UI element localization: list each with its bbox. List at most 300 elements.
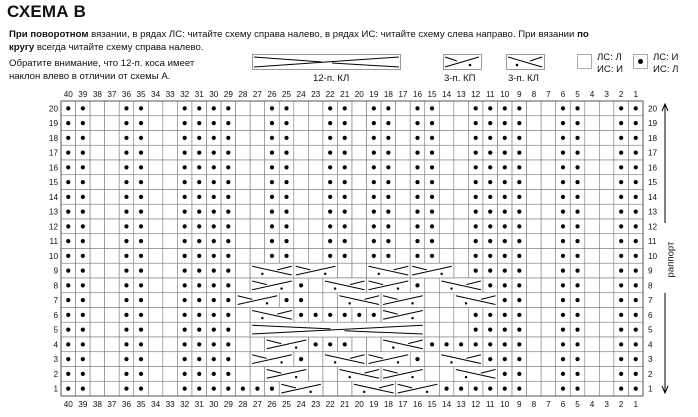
purl-dot (430, 224, 434, 228)
row-number-right: 15 (648, 178, 658, 188)
grid-cell (308, 175, 323, 190)
purl-dot (343, 165, 347, 169)
cable-3r-dot (397, 287, 399, 289)
purl-dot (139, 121, 143, 125)
purl-dot (386, 254, 390, 258)
grid-cell (425, 293, 440, 308)
purl-dot (503, 136, 507, 140)
column-number-top: 22 (325, 90, 335, 99)
purl-dot (197, 342, 201, 346)
purl-dot (81, 342, 85, 346)
purl-dot (124, 298, 128, 302)
grid-cell (337, 381, 352, 396)
purl-dot (139, 387, 143, 391)
key-dot-ls: ЛС: И (653, 52, 679, 63)
purl-dot (503, 180, 507, 184)
purl-dot (183, 121, 187, 125)
cable-3r-dot (295, 376, 297, 378)
row-number-right: 14 (648, 192, 658, 202)
purl-dot (139, 342, 143, 346)
grid-cell (599, 249, 614, 264)
grid-cell (439, 175, 454, 190)
row-number-left: 3 (53, 355, 58, 365)
grid-cell (599, 337, 614, 352)
row-number-left: 4 (53, 340, 58, 350)
grid-cell (148, 381, 163, 396)
grid-cell (527, 381, 542, 396)
grid-cell (585, 190, 600, 205)
grid-cell (236, 263, 251, 278)
grid-cell (352, 131, 367, 146)
grid-cell (541, 263, 556, 278)
purl-dot (561, 298, 565, 302)
column-number-top: 20 (354, 90, 364, 99)
grid-cell (90, 175, 105, 190)
cable-3l-dot (334, 287, 336, 289)
purl-dot (124, 372, 128, 376)
grid-cell (527, 352, 542, 367)
purl-dot (226, 342, 230, 346)
row-number-left: 5 (53, 325, 58, 335)
column-number-bottom: 34 (151, 400, 161, 409)
grid-cell (308, 219, 323, 234)
cable-3l-dot (363, 391, 365, 393)
purl-dot (575, 106, 579, 110)
purl-dot (197, 106, 201, 110)
grid-cell (308, 204, 323, 219)
grid-cell (527, 337, 542, 352)
grid-cell (105, 101, 120, 116)
grid-cell (585, 322, 600, 337)
purl-dot (634, 239, 638, 243)
grid-cell (527, 278, 542, 293)
grid-cell (90, 308, 105, 323)
purl-dot (284, 224, 288, 228)
grid-cell (585, 381, 600, 396)
purl-dot (241, 387, 245, 391)
purl-dot (328, 136, 332, 140)
purl-dot (328, 165, 332, 169)
purl-dot (415, 121, 419, 125)
grid-cell (439, 145, 454, 160)
column-number-bottom: 26 (267, 400, 277, 409)
purl-dot (517, 121, 521, 125)
grid-cell (599, 175, 614, 190)
grid-cell (396, 234, 411, 249)
purl-dot (386, 106, 390, 110)
purl-dot (619, 180, 623, 184)
purl-dot (314, 342, 318, 346)
grid-cell (250, 219, 265, 234)
purl-dot (575, 136, 579, 140)
purl-dot (81, 224, 85, 228)
purl-dot (386, 151, 390, 155)
grid-cell (105, 145, 120, 160)
column-number-top: 14 (442, 90, 452, 99)
purl-dot (226, 313, 230, 317)
column-number-top: 1 (633, 90, 639, 99)
purl-dot (81, 298, 85, 302)
column-number-top: 26 (267, 90, 277, 99)
purl-dot (415, 180, 419, 184)
purl-dot (343, 151, 347, 155)
purl-dot (488, 151, 492, 155)
grid-cell (105, 234, 120, 249)
purl-dot (124, 195, 128, 199)
column-number-bottom: 1 (633, 400, 639, 409)
purl-dot (459, 342, 463, 346)
row-number-right: 13 (648, 207, 658, 217)
purl-dot (343, 195, 347, 199)
purl-dot (66, 372, 70, 376)
row-number-right: 17 (648, 148, 658, 158)
purl-dot (66, 342, 70, 346)
grid-cell (105, 116, 120, 131)
grid-cell (90, 352, 105, 367)
grid-cell (236, 367, 251, 382)
purl-dot (328, 210, 332, 214)
purl-dot (474, 121, 478, 125)
grid-cell (527, 322, 542, 337)
column-number-top: 24 (296, 90, 306, 99)
grid-cell (236, 219, 251, 234)
column-number-top: 5 (575, 90, 580, 99)
column-number-top: 36 (121, 90, 132, 99)
grid-cell (454, 263, 469, 278)
purl-dot (197, 313, 201, 317)
row-number-right: 8 (648, 281, 653, 291)
purl-dot (474, 195, 478, 199)
column-number-bottom: 21 (340, 400, 350, 409)
purl-dot (212, 210, 216, 214)
purl-dot (415, 195, 419, 199)
purl-dot (488, 224, 492, 228)
purl-dot (183, 224, 187, 228)
row-number-right: 18 (648, 133, 658, 143)
purl-dot (503, 106, 507, 110)
grid-cell (163, 219, 178, 234)
purl-dot (575, 298, 579, 302)
purl-dot (81, 239, 85, 243)
purl-dot (81, 254, 85, 258)
grid-cell (352, 190, 367, 205)
purl-dot (561, 136, 565, 140)
row-number-left: 17 (48, 148, 58, 158)
purl-dot (488, 254, 492, 258)
grid-cell (163, 145, 178, 160)
purl-dot (503, 387, 507, 391)
grid-cell (148, 234, 163, 249)
purl-dot (183, 342, 187, 346)
grid-cell (396, 249, 411, 264)
column-number-bottom: 16 (412, 400, 423, 409)
purl-dot (183, 106, 187, 110)
grid-cell (541, 160, 556, 175)
cable-3r-dot (295, 346, 297, 348)
purl-dot (517, 342, 521, 346)
grid-cell (527, 234, 542, 249)
purl-dot (619, 151, 623, 155)
grid-cell (541, 190, 556, 205)
purl-dot (575, 387, 579, 391)
grid-cell (250, 204, 265, 219)
grid-cell (294, 190, 309, 205)
row-number-right: 3 (648, 355, 653, 365)
purl-dot (561, 313, 565, 317)
grid-cell (105, 352, 120, 367)
purl-dot (183, 254, 187, 258)
grid-cell (585, 367, 600, 382)
column-number-top: 35 (136, 90, 146, 99)
purl-dot (430, 210, 434, 214)
grid-cell (585, 278, 600, 293)
purl-dot (226, 239, 230, 243)
grid-cell (527, 160, 542, 175)
purl-dot (575, 269, 579, 273)
column-number-top: 16 (412, 90, 423, 99)
purl-dot (197, 136, 201, 140)
grid-cell (439, 293, 454, 308)
grid-cell (352, 234, 367, 249)
purl-dot (81, 121, 85, 125)
purl-dot (139, 283, 143, 287)
purl-dot (66, 313, 70, 317)
grid-cell (308, 190, 323, 205)
row-number-left: 18 (48, 133, 58, 143)
purl-dot (561, 121, 565, 125)
purl-dot (619, 283, 623, 287)
grid-cell (541, 249, 556, 264)
purl-dot (284, 106, 288, 110)
grid-cell (454, 101, 469, 116)
grid-cell (599, 322, 614, 337)
purl-dot (634, 210, 638, 214)
purl-dot (66, 224, 70, 228)
legend-cable-3r-label: 3-п. КП (444, 73, 476, 84)
grid-cell (250, 249, 265, 264)
grid-cell (294, 249, 309, 264)
grid-cell (294, 175, 309, 190)
grid-cell (527, 116, 542, 131)
grid-cell (163, 204, 178, 219)
grid-cell (148, 352, 163, 367)
grid-cell (148, 249, 163, 264)
purl-dot (430, 136, 434, 140)
grid-cell (163, 116, 178, 131)
purl-dot (634, 357, 638, 361)
purl-dot (66, 165, 70, 169)
column-number-bottom: 8 (531, 400, 537, 409)
purl-dot (561, 254, 565, 258)
purl-dot (561, 387, 565, 391)
purl-dot (488, 165, 492, 169)
purl-dot (183, 151, 187, 155)
purl-dot (619, 254, 623, 258)
purl-dot (270, 165, 274, 169)
purl-dot (270, 180, 274, 184)
grid-cell (148, 116, 163, 131)
column-number-bottom: 35 (136, 400, 146, 409)
purl-dot (284, 121, 288, 125)
purl-dot (503, 372, 507, 376)
purl-dot (474, 210, 478, 214)
purl-dot (372, 106, 376, 110)
row-number-left: 15 (48, 178, 58, 188)
purl-dot (314, 313, 318, 317)
row-number-left: 8 (53, 281, 58, 291)
purl-dot (430, 342, 434, 346)
grid-cell (454, 131, 469, 146)
grid-cell (425, 308, 440, 323)
grid-cell (163, 101, 178, 116)
purl-dot (66, 298, 70, 302)
purl-dot (212, 298, 216, 302)
column-number-bottom: 13 (456, 400, 466, 409)
purl-dot (634, 387, 638, 391)
instructions-bold-3: кругу (9, 42, 35, 53)
purl-dot (183, 195, 187, 199)
cable-3l-dot (378, 273, 380, 275)
grid-cell (308, 160, 323, 175)
grid-cell (425, 278, 440, 293)
purl-dot (183, 165, 187, 169)
purl-dot (474, 106, 478, 110)
purl-dot (474, 151, 478, 155)
grid-cell (352, 204, 367, 219)
grid-cell (90, 131, 105, 146)
purl-dot (124, 106, 128, 110)
purl-dot (619, 328, 623, 332)
purl-dot (561, 210, 565, 214)
grid-cell (236, 322, 251, 337)
purl-dot (183, 180, 187, 184)
grid-cell (163, 352, 178, 367)
grid-cell (439, 131, 454, 146)
purl-dot (284, 151, 288, 155)
purl-dot (488, 121, 492, 125)
purl-dot (139, 210, 143, 214)
grid-cell (439, 190, 454, 205)
purl-dot (488, 180, 492, 184)
row-number-right: 12 (648, 222, 658, 232)
row-number-left: 11 (49, 237, 58, 247)
purl-dot (226, 180, 230, 184)
grid-cell (599, 352, 614, 367)
column-number-bottom: 2 (618, 400, 624, 409)
purl-dot (619, 239, 623, 243)
grid-cell (585, 131, 600, 146)
purl-dot (619, 342, 623, 346)
column-number-bottom: 32 (180, 400, 190, 409)
purl-dot (139, 269, 143, 273)
column-number-top: 17 (398, 90, 408, 99)
row-number-right: 5 (648, 325, 653, 335)
column-number-top: 37 (107, 90, 117, 99)
purl-dot (575, 180, 579, 184)
purl-dot (415, 210, 419, 214)
grid-cell (105, 263, 120, 278)
column-number-top: 2 (618, 90, 624, 99)
grid-cell (439, 116, 454, 131)
grid-cell (236, 190, 251, 205)
grid-cell (163, 190, 178, 205)
grid-cell (454, 249, 469, 264)
column-number-bottom: 20 (354, 400, 364, 409)
grid-cell (527, 101, 542, 116)
grid-cell (541, 145, 556, 160)
grid-cell (439, 204, 454, 219)
cable-3l-dot (261, 317, 263, 319)
purl-dot (517, 254, 521, 258)
column-number-bottom: 28 (238, 400, 248, 409)
grid-cell (148, 175, 163, 190)
purl-dot (634, 313, 638, 317)
grid-cell (163, 249, 178, 264)
grid-cell (585, 145, 600, 160)
grid-cell (425, 352, 440, 367)
purl-dot (139, 328, 143, 332)
purl-dot (503, 298, 507, 302)
purl-dot (517, 357, 521, 361)
grid-cell (454, 160, 469, 175)
purl-dot (575, 210, 579, 214)
rapport-label-wrap (660, 228, 682, 296)
row-number-left: 2 (53, 369, 58, 379)
cable-3l-dot (450, 361, 452, 363)
purl-dot (474, 328, 478, 332)
purl-dot (503, 165, 507, 169)
grid-cell (396, 204, 411, 219)
cable-3l-dot (348, 302, 350, 304)
purl-dot (226, 224, 230, 228)
purl-dot (328, 224, 332, 228)
purl-dot (634, 283, 638, 287)
purl-dot (197, 387, 201, 391)
purl-dot (474, 165, 478, 169)
purl-dot (183, 387, 187, 391)
column-number-bottom: 7 (546, 400, 551, 409)
row-number-right: 20 (648, 104, 658, 114)
grid-cell (250, 116, 265, 131)
cable-3l-dot (334, 361, 336, 363)
grid-cell (541, 381, 556, 396)
grid-cell (352, 249, 367, 264)
purl-dot (372, 165, 376, 169)
cable-3r-dot (440, 273, 442, 275)
grid-cell (439, 101, 454, 116)
grid-cell (352, 175, 367, 190)
grid-cell (105, 337, 120, 352)
purl-dot (503, 224, 507, 228)
column-number-top: 27 (252, 90, 262, 99)
grid-cell (90, 293, 105, 308)
purl-dot (357, 313, 361, 317)
purl-dot (634, 254, 638, 258)
purl-dot (183, 298, 187, 302)
grid-cell (527, 204, 542, 219)
purl-dot (488, 342, 492, 346)
key-dot-is: ИС: Л (653, 64, 679, 75)
purl-dot (561, 328, 565, 332)
purl-dot (197, 283, 201, 287)
grid-cell (396, 131, 411, 146)
purl-dot (517, 180, 521, 184)
grid-cell (454, 234, 469, 249)
column-number-bottom: 17 (398, 400, 408, 409)
column-number-top: 19 (369, 90, 379, 99)
purl-dot (517, 298, 521, 302)
note-line-1: Обратите внимание, что 12-п. коса имеет (9, 58, 195, 69)
